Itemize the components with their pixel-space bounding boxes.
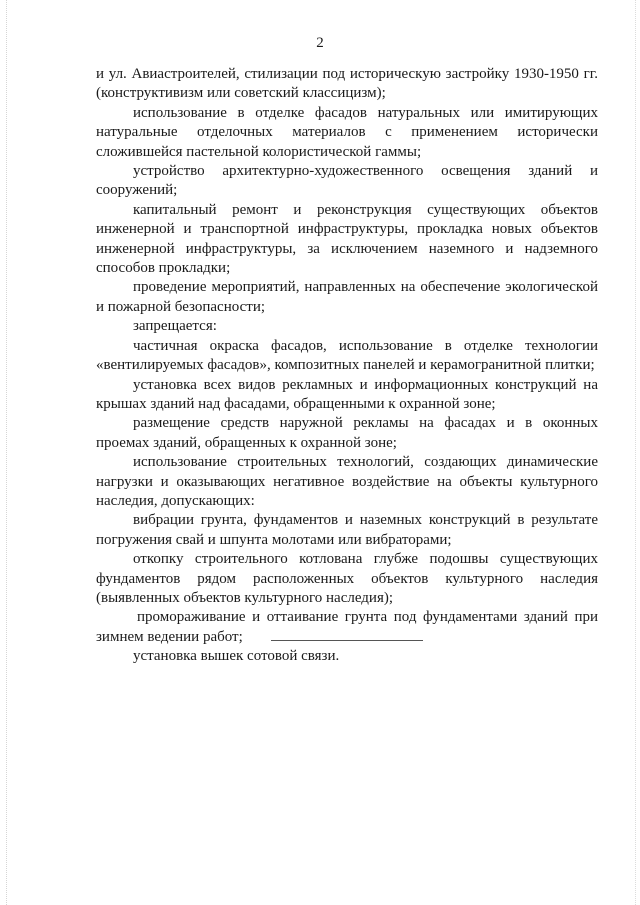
document-body (96, 65, 598, 667)
paragraph-outdoor-advertising: размещение средств наружной рекламы на фасадах и в оконных проемах зданий, обращенных к охранной зоне; (96, 415, 598, 451)
paragraph-lighting: устройство архитектурно-художественного освещения зданий и сооружений; (96, 163, 598, 199)
page-number: 2 (316, 35, 324, 51)
paragraph-roof-advertising: установка всех видов рекламных и информационных конструкций на крышах зданий над фасадами, обращенными к охранной зоне; (96, 376, 598, 412)
paragraph-soil-freezing: промораживание и оттаивание грунта под фундаментами зданий при зимнем ведении работ; (96, 609, 598, 645)
paragraph-infrastructure-repair: капитальный ремонт и реконструкция существующих объектов инженерной и транспортной инфраструктуры, прокладка новых объектов инженерной инфраструктуры, за исключением наземного и надземного способов прокладки; (96, 201, 598, 277)
paragraph-facade-materials: использование в отделке фасадов натуральных или имитирующих натуральные отделочных материалов с применением исторически сложившейся пастельной колористической гаммы; (96, 104, 598, 160)
end-of-text-rule (271, 640, 423, 641)
right-margin-dotted-line (635, 0, 636, 905)
left-margin-dotted-line (6, 0, 7, 905)
paragraph-soil-vibration: вибрации грунта, фундаментов и наземных конструкций в результате погружения свай и шпунта молотами или вибраторами; (96, 512, 598, 548)
paragraph-safety-measures: проведение мероприятий, направленных на обеспечение экологической и пожарной безопасности; (96, 279, 598, 315)
paragraph-prohibited-heading: запрещается: (133, 318, 217, 335)
paragraph-excavation: откопку строительного котлована глубже подошвы существующих фундаментов рядом расположенных объектов культурного наследия (выявленных объектов культурного наследия); (96, 551, 598, 606)
paragraph-continuation: и ул. Авиастроителей, стилизации под историческую застройку 1930-1950 гг. (конструктивизм или советский классицизм); (96, 66, 598, 102)
paragraph-construction-technologies: использование строительных технологий, создающих динамические нагрузки и оказывающих негативное воздействие на объекты культурного наследия, допускающих: (96, 454, 598, 509)
paragraph-partial-painting: частичная окраска фасадов, использование в отделке технологии «вентилируемых фасадов», композитных панелей и керамогранитной плитки; (96, 337, 598, 374)
paragraph-cell-towers: установка вышек сотовой связи. (133, 648, 340, 665)
